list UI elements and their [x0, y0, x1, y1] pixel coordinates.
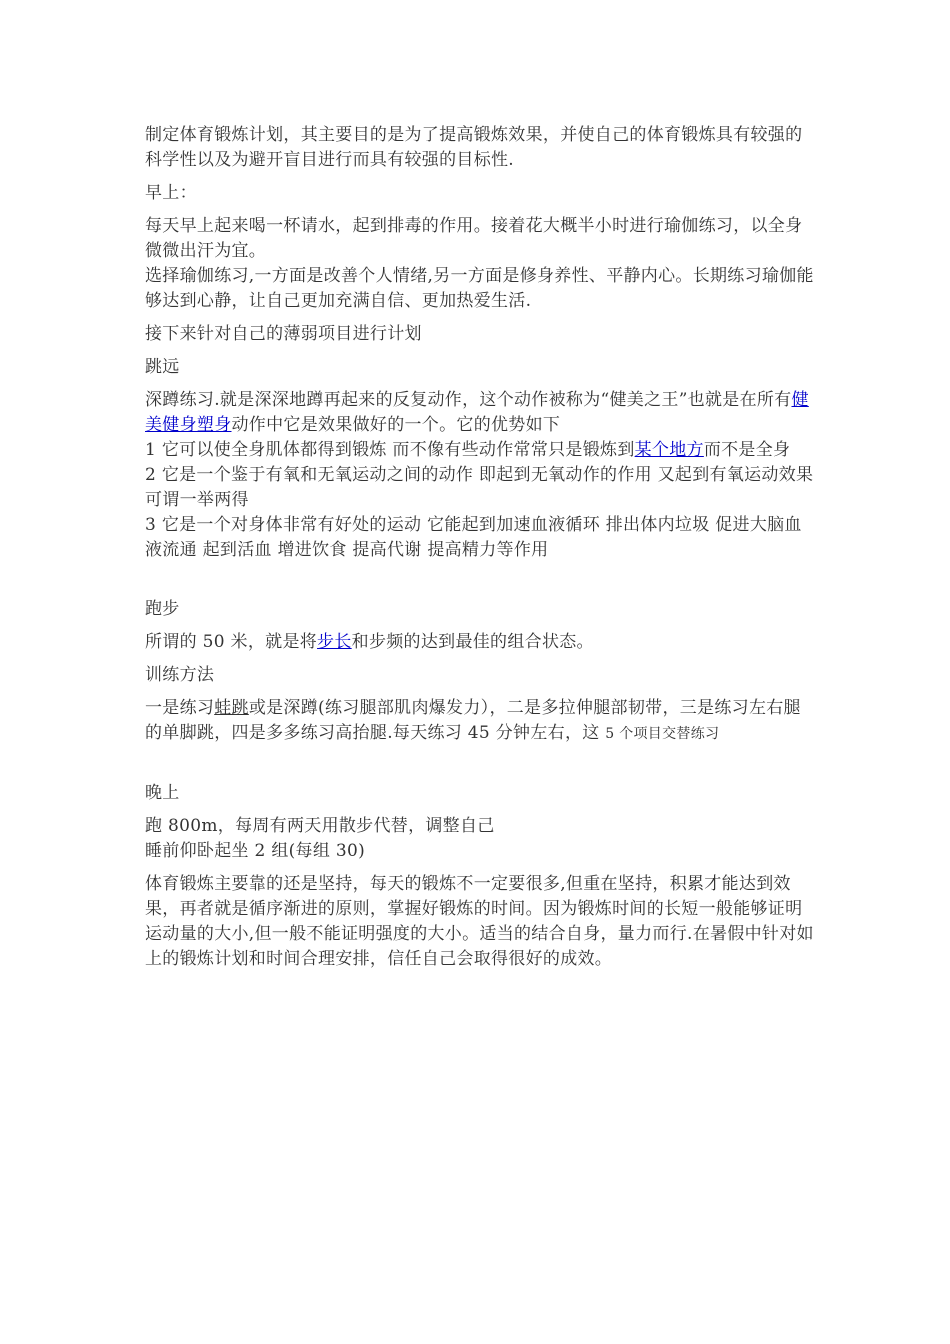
squat-text-a: 深蹲练习.就是深深地蹲再起来的反复动作，这个动作被称为“健美之王”也就是在所有: [145, 390, 792, 410]
evening-line-1: 跑 800m，每周有两天用散步代替，调整自己: [145, 816, 495, 836]
training-method-paragraph: [145, 696, 815, 747]
document-body: [145, 123, 815, 972]
advantage-item-3: 3 它是一个对身体非常有好处的运动 它能起到加速血液循环 排出体内垃圾 促进大脑血液流通 起到活血 增进饮食 提高代谢 提高精力等作用: [145, 515, 802, 560]
running-description: [145, 630, 815, 655]
running-desc-b: 和步频的达到最佳的组合状态。: [351, 632, 594, 652]
advantage-item-1: [145, 438, 815, 463]
evening-heading: 晚上: [145, 783, 180, 803]
method-text-b: 或是深蹲(练习腿部肌肉爆发力），二是多拉伸腿部韧带，三是练习左右腿的单脚跳，四是多多练习高抬腿.每天练习 45 分钟左右，这: [145, 698, 801, 743]
morning-paragraph-1: 每天早上起来喝一杯请水，起到排毒的作用。接着花大概半小时进行瑜伽练习，以全身微微出汗为宜。: [145, 216, 803, 261]
evening-line-2: 睡前仰卧起坐 2 组(每组 30): [145, 841, 366, 861]
training-method-heading: 训练方法: [145, 665, 215, 685]
item1-text-b: 而不是全身: [703, 440, 791, 460]
weak-plan-heading: 接下来针对自己的薄弱项目进行计划: [145, 324, 422, 344]
method-text-small: 5 个项目交替练习: [605, 726, 720, 742]
morning-heading: 早上：: [145, 183, 197, 203]
conclusion-paragraph: 体育锻炼主要靠的还是坚持，每天的锻炼不一定要很多,但重在坚持，积累才能达到效果，再者就是循序渐进的原则，掌握好锻炼的时间。因为锻炼时间的长短一般能够证明运动量的大小,但一般不能证明强度的大小。适当的结合自身，量力而行.在暑假中针对如上的锻炼计划和时间合理安排，信任自己会取得很好的成效。: [145, 874, 814, 969]
running-heading: 跑步: [145, 599, 180, 619]
running-desc-a: 所谓的 50 米，就是将: [145, 632, 318, 652]
advantage-item-2: 2 它是一个鉴于有氧和无氧运动之间的动作 即起到无氧动作的作用 又起到有氧运动效果 可谓一举两得: [145, 465, 814, 510]
fitness-link[interactable]: 健美健身塑身: [145, 390, 809, 435]
somewhere-link[interactable]: 某个地方: [634, 440, 704, 460]
stride-link[interactable]: 步长: [317, 632, 352, 652]
squat-text-b: 动作中它是效果做好的一个。它的优势如下: [231, 415, 561, 435]
long-jump-heading: 跳远: [145, 357, 180, 377]
item1-text-a: 1 它可以使全身肌体都得到锻炼 而不像有些动作常常只是锻炼到: [145, 440, 635, 460]
intro-paragraph: 制定体育锻炼计划，其主要目的是为了提高锻炼效果，并使自己的体育锻炼具有较强的科学性以及为避开盲目进行而具有较强的目标性.: [145, 125, 803, 170]
squat-paragraph: [145, 388, 815, 438]
frog-jump-text: 蛙跳: [214, 698, 249, 718]
morning-paragraph-2: 选择瑜伽练习,一方面是改善个人情绪,另一方面是修身养性、平静内心。长期练习瑜伽能够达到心静，让自己更加充满自信、更加热爱生活.: [145, 266, 814, 311]
method-text-a: 一是练习: [145, 698, 215, 718]
